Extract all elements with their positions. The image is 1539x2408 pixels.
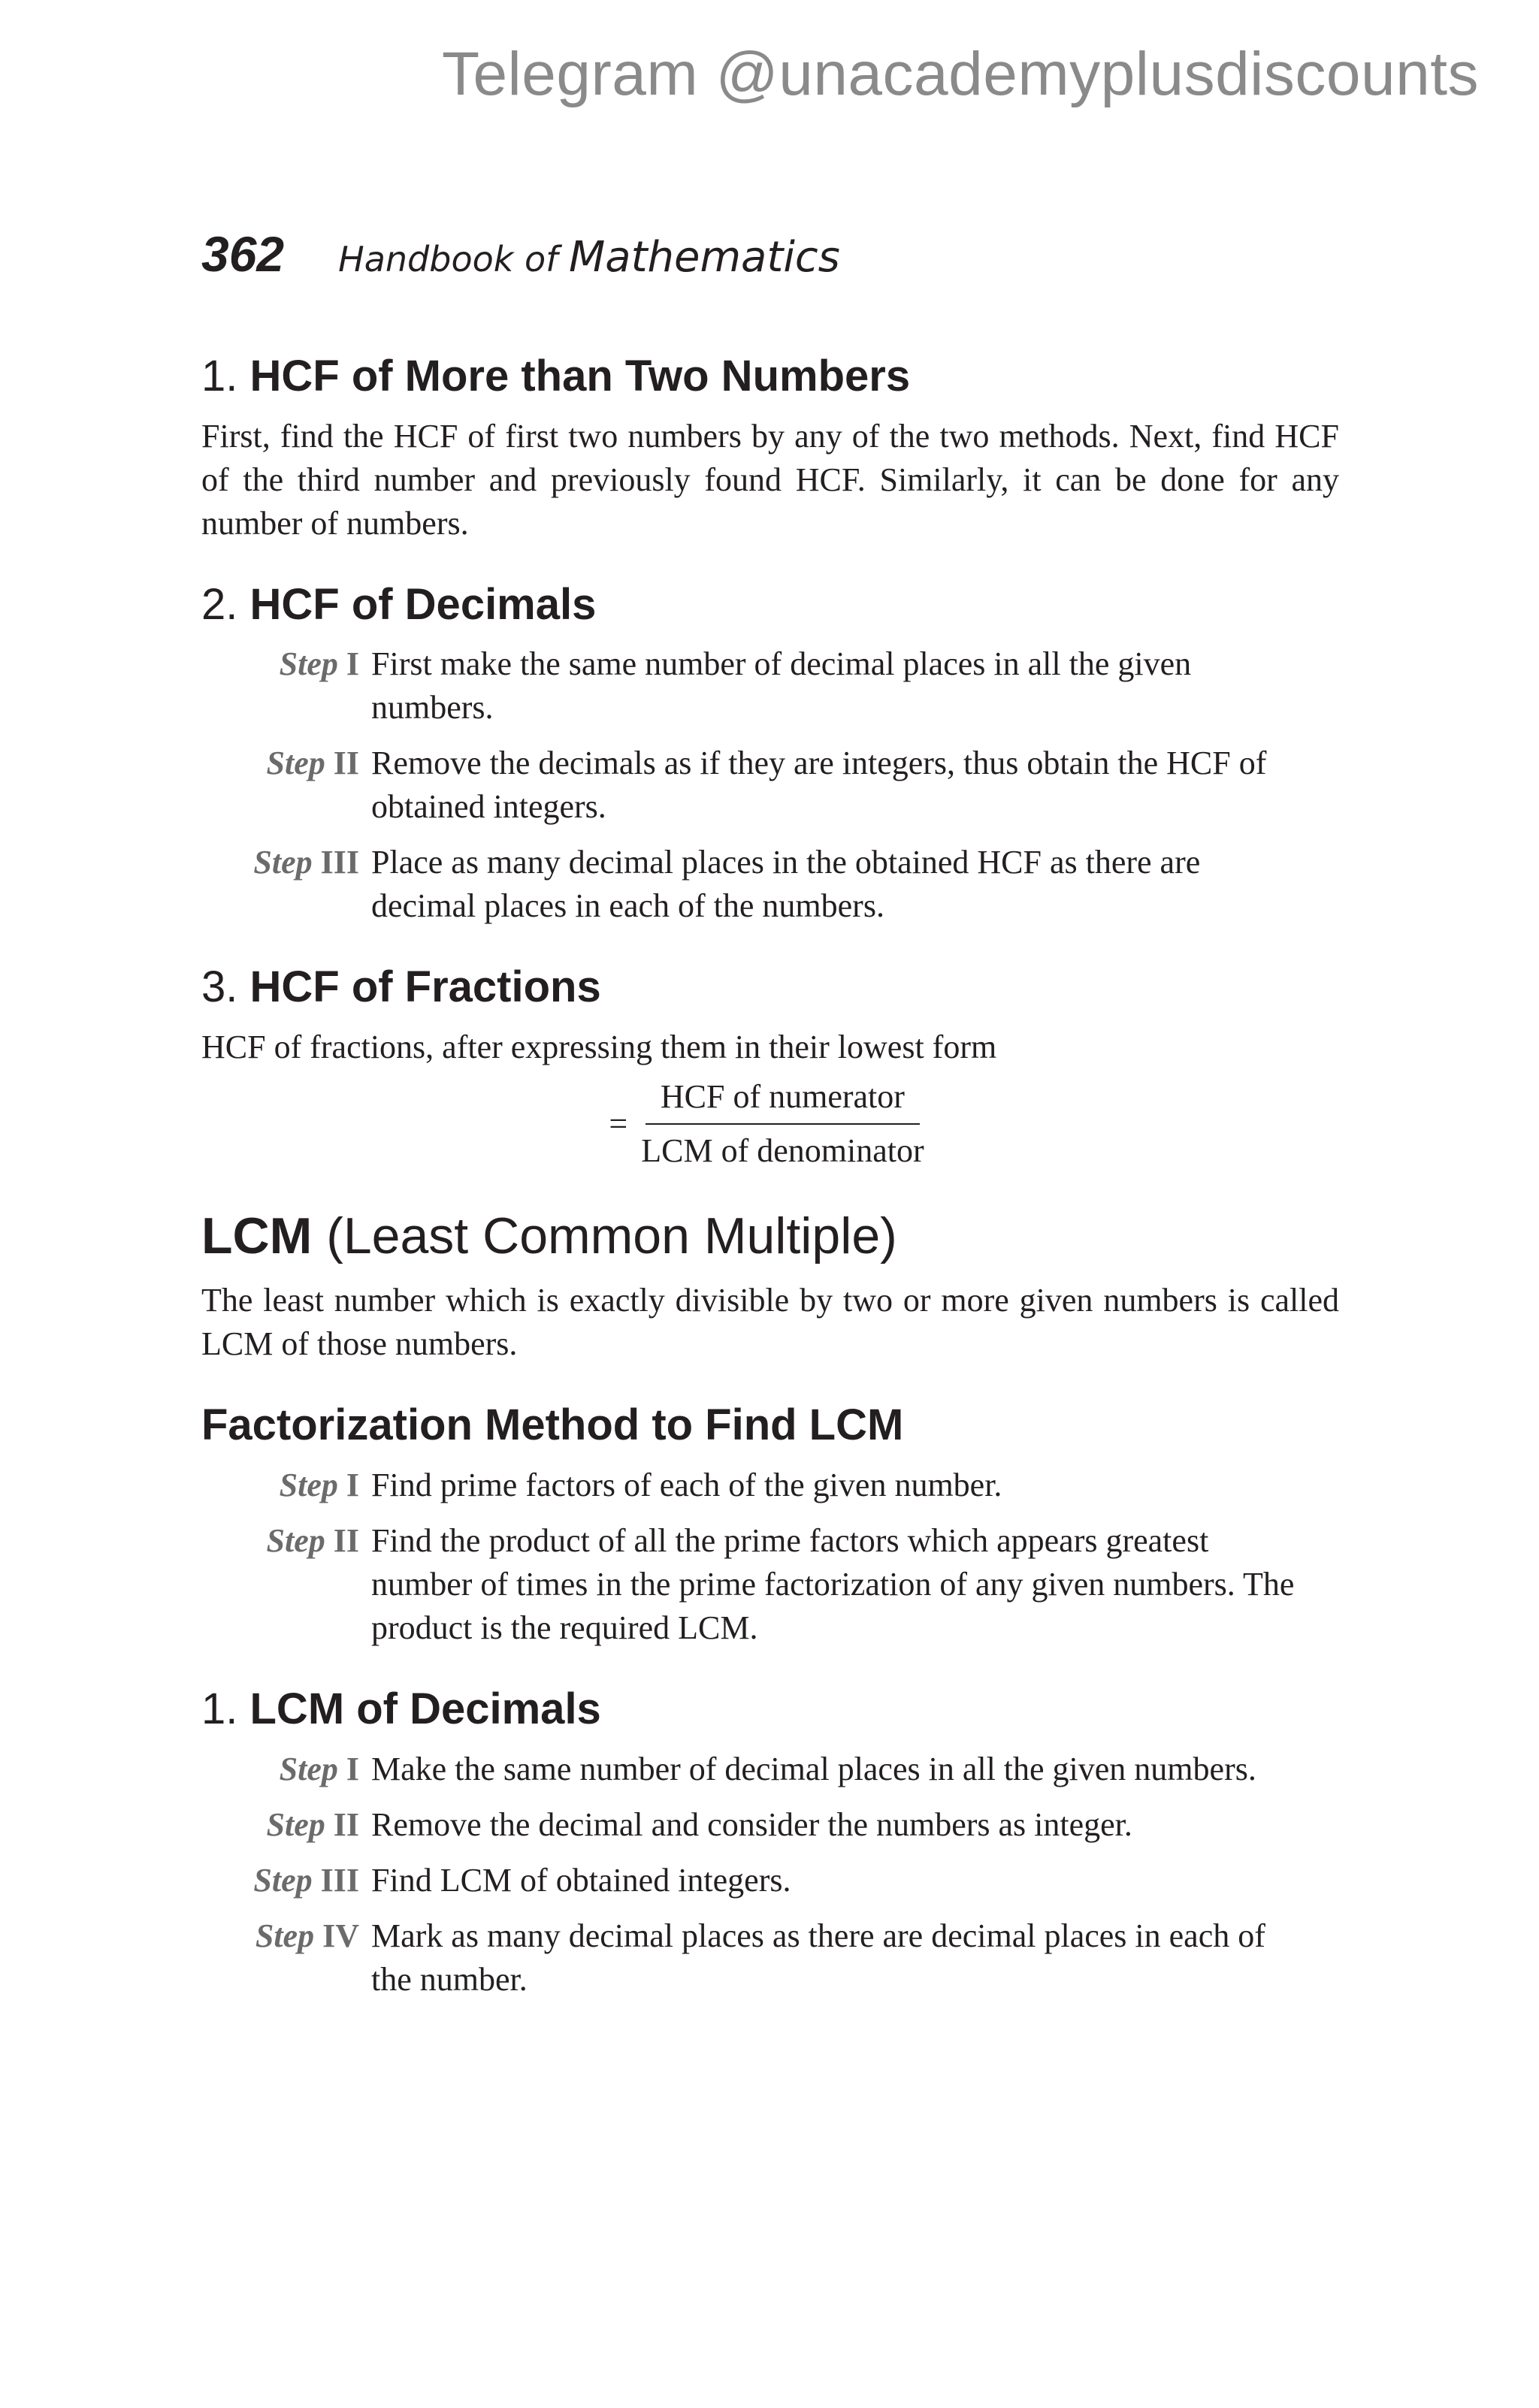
- fraction-numerator: HCF of numerator: [646, 1075, 920, 1125]
- section-number: 2.: [201, 579, 238, 629]
- book-title-main: Mathematics: [568, 233, 840, 282]
- step-label: Step II: [266, 745, 359, 782]
- step-label: Step I: [279, 1750, 359, 1787]
- step-label: Step I: [279, 645, 359, 683]
- book-title: [338, 233, 840, 282]
- step-text: Find the product of all the prime factors which appears greatest number of times in the prime factorization of any given numbers. The product is the required LCM.: [371, 1521, 1295, 1646]
- step-text: Find prime factors of each of the given number.: [371, 1466, 1002, 1503]
- step-item: [201, 1859, 1339, 1902]
- step-label: Step II: [266, 1805, 359, 1843]
- heading-bold: LCM: [201, 1207, 313, 1264]
- watermark-text: Telegram @unacademyplusdiscounts: [441, 40, 1479, 108]
- section-title: HCF of More than Two Numbers: [249, 352, 911, 400]
- book-title-prefix: Handbook of: [338, 239, 558, 279]
- section-body: The least number which is exactly divisible by two or more given numbers is called LCM of those numbers.: [201, 1282, 1339, 1363]
- section-hcf-more-numbers: [201, 350, 1339, 545]
- step-label: Step I: [279, 1466, 359, 1503]
- step-item: [201, 742, 1339, 829]
- section-heading: [201, 961, 1339, 1014]
- fraction-denominator: LCM of denominator: [641, 1131, 924, 1169]
- section-body: HCF of fractions, after expressing them in their lowest form: [201, 1028, 997, 1065]
- step-item: [201, 1464, 1339, 1507]
- step-item: [201, 841, 1339, 928]
- chapter-heading: [201, 1206, 1339, 1267]
- section-number: 1.: [201, 1684, 238, 1733]
- step-list: [201, 1748, 1339, 2002]
- section-heading: [201, 350, 1339, 403]
- step-label: Step IV: [255, 1917, 359, 1954]
- step-item: [201, 1519, 1339, 1650]
- step-item: [201, 642, 1339, 730]
- step-text: Remove the decimal and consider the numbers as integer.: [371, 1805, 1132, 1843]
- section-number: 3.: [201, 962, 238, 1012]
- step-item: [201, 1748, 1339, 1791]
- section-hcf-decimals: [201, 579, 1339, 929]
- section-heading: [201, 579, 1339, 631]
- fraction: [633, 1075, 931, 1173]
- step-text: Mark as many decimal places as there are decimal places in each of the number.: [371, 1917, 1265, 1998]
- step-text: First make the same number of decimal places in all the given numbers.: [371, 645, 1192, 727]
- equals-sign: =: [609, 1105, 628, 1143]
- step-label: Step II: [266, 1521, 359, 1559]
- section-title: Factorization Method to Find LCM: [201, 1400, 904, 1450]
- step-text: Make the same number of decimal places in all the given numbers.: [371, 1750, 1256, 1787]
- step-item: [201, 1914, 1339, 2002]
- section-lcm-decimals: [201, 1683, 1339, 2002]
- heading-subtitle: (Least Common Multiple): [326, 1207, 897, 1264]
- step-list: [201, 1464, 1339, 1650]
- running-header: [201, 225, 1339, 282]
- section-title: HCF of Decimals: [249, 579, 597, 629]
- fraction-formula: [201, 1075, 1339, 1173]
- section-heading: [201, 1399, 1339, 1452]
- step-label: Step III: [253, 844, 359, 881]
- section-factorization-method: [201, 1399, 1339, 1650]
- section-heading: [201, 1683, 1339, 1736]
- page-number: 362: [201, 226, 285, 282]
- section-number: 1.: [201, 352, 238, 400]
- step-text: Find LCM of obtained integers.: [371, 1861, 791, 1899]
- step-text: Remove the decimals as if they are integers, thus obtain the HCF of obtained integers.: [371, 745, 1267, 826]
- step-text: Place as many decimal places in the obtained HCF as there are decimal places in each of the numbers.: [371, 844, 1201, 925]
- section-title: HCF of Fractions: [249, 962, 601, 1012]
- step-list: [201, 642, 1339, 928]
- section-title: LCM of Decimals: [249, 1684, 601, 1733]
- step-label: Step III: [253, 1861, 359, 1899]
- section-body: First, find the HCF of first two numbers by any of the two methods. Next, find HCF of the third number and previously found HCF. Similarly, it can be done for any number of numbers.: [201, 417, 1339, 542]
- section-hcf-fractions: [201, 961, 1339, 1173]
- page-content: [201, 225, 1339, 2035]
- section-lcm: [201, 1206, 1339, 1367]
- step-item: [201, 1803, 1339, 1847]
